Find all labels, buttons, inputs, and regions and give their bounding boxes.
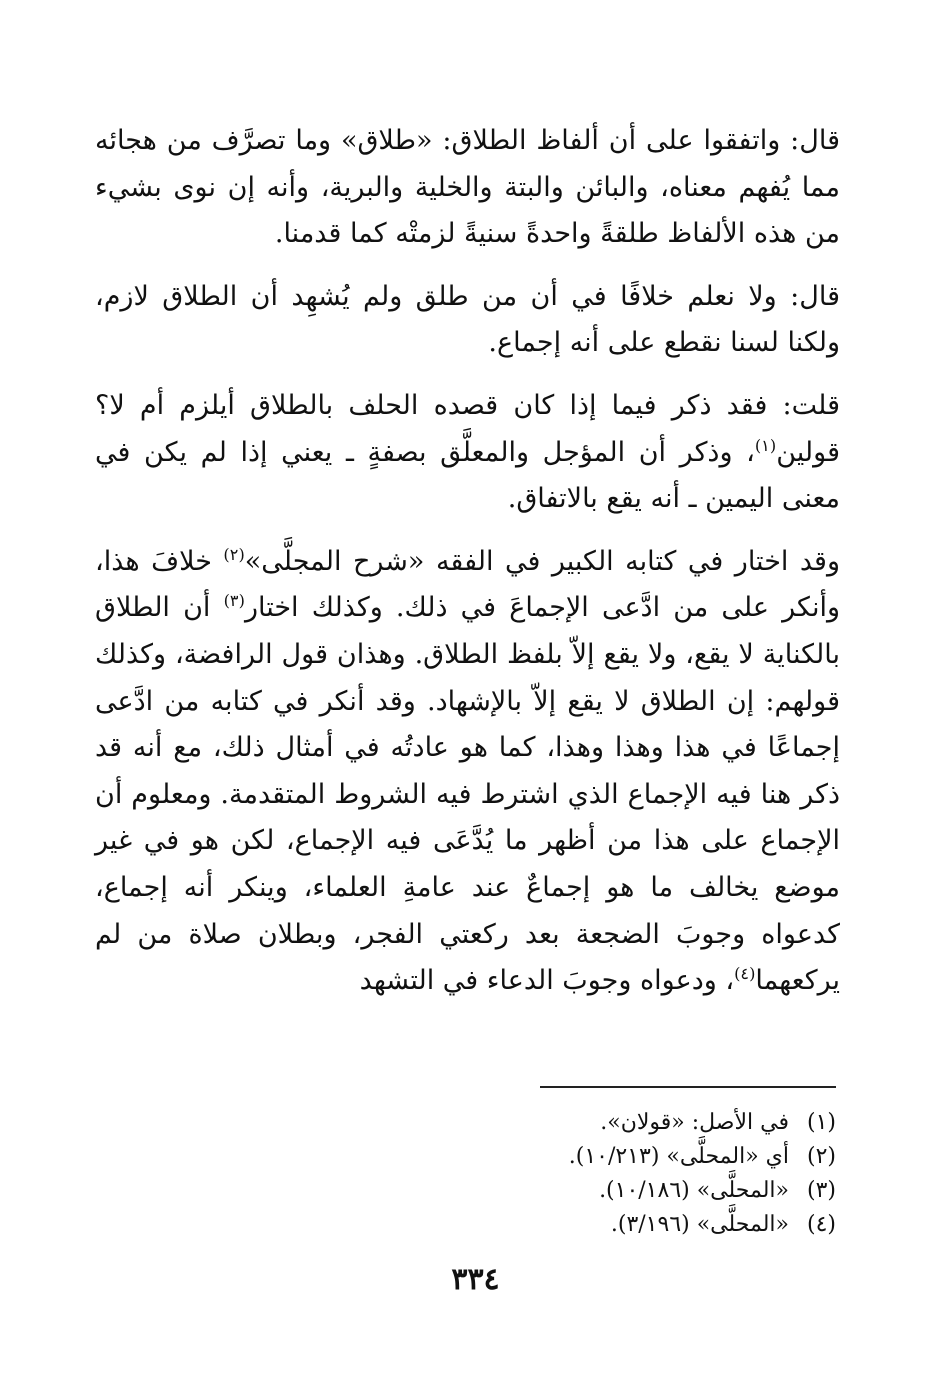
paragraph-text: قال: ولا نعلم خلافًا في أن من طلق ولم يُشهِد أن الطلاق لازم، ولكنا لسنا نقطع على أنه إجماع. (95, 280, 840, 359)
footnote-ref-1: (١) (754, 435, 777, 455)
footnote-text: في الأصل: «قولان». (600, 1110, 789, 1135)
paragraph-text: خلافَ هذا، وأنكر على من ادَّعى الإجماعَ في ذلك. وكذلك اختار (95, 545, 840, 624)
paragraph-text: ، ودعواه وجوبَ الدعاء في التشهد (359, 965, 735, 997)
footnote-number: (٣) (806, 1178, 836, 1203)
footnote-ref-2: (٢) (223, 544, 245, 564)
paragraph-1 (95, 118, 840, 258)
paragraph-4 (95, 539, 840, 1005)
footnote-number: (١) (806, 1110, 836, 1135)
footnote-text: «المحلَّى» (٣/١٩٦). (610, 1212, 789, 1237)
footnote-number: (٢) (806, 1144, 836, 1169)
footnote-item (440, 1140, 836, 1174)
footnote-ref-3: (٣) (223, 591, 245, 611)
footnotes-list (440, 1106, 836, 1242)
paragraph-text: أن الطلاق بالكناية لا يقع، ولا يقع إلاّ بلفظ الطلاق. وهذان قول الرافضة، وكذلك قولهم: إن الطلاق لا يقع إلاّ بالإشهاد. وقد أنكر في كتابه من ادَّعى إجماعًا في هذا وهذا وهذا، كما هو عادتُه في أمثال ذلك، مع أنه قد ذكر هنا فيه الإجماع الذي اشترط فيه الشروط المتقدمة. ومعلوم أن الإجماع على هذا من أظهر ما يُدَّعَى فيه الإجماع، لكن هو في غير موضع يخالف ما هو إجماعٌ عند عامةِ العلماء، وينكر أنه إجماع، كدعواه وجوبَ الضجعة بعد ركعتي الفجر، وبطلان صلاة من لم يركعهما (95, 592, 840, 997)
footnote-ref-4: (٤) (734, 964, 756, 984)
footnote-item (440, 1174, 836, 1208)
paragraph-text: قلت: فقد ذكر فيما إذا كان قصده الحلف بالطلاق أيلزم أم لا؟ قولين (95, 389, 840, 468)
footnote-divider (540, 1086, 836, 1088)
paragraph-2 (95, 274, 840, 367)
footnote-number: (٤) (806, 1212, 836, 1237)
footnote-item (440, 1106, 836, 1140)
paragraph-3 (95, 383, 840, 523)
footnote-text: أي «المحلَّى» (١٠/٢١٣). (568, 1144, 789, 1169)
paragraph-text: وقد اختار في كتابه الكبير في الفقه «شرح المجلَّى» (244, 545, 840, 577)
paragraph-text: قال: واتفقوا على أن ألفاظ الطلاق: «طلاق» وما تصرَّف من هجائه مما يُفهم معناه، والبائن والبتة والخلية والبرية، وأنه إن نوى بشيء من هذه الألفاظ طلقةً واحدةً سنيةً لزمتْه كما قدمنا. (95, 125, 840, 250)
paragraph-text: ، وذكر أن المؤجل والمعلَّق بصفةٍ ـ يعني إذا لم يكن في معنى اليمين ـ أنه يقع بالاتفاق. (95, 436, 840, 515)
main-text (95, 118, 840, 1021)
page-number: ٣٣٤ (451, 1262, 500, 1297)
footnote-text: «المحلَّى» (١٠/١٨٦). (599, 1178, 789, 1203)
footnote-item (440, 1208, 836, 1242)
